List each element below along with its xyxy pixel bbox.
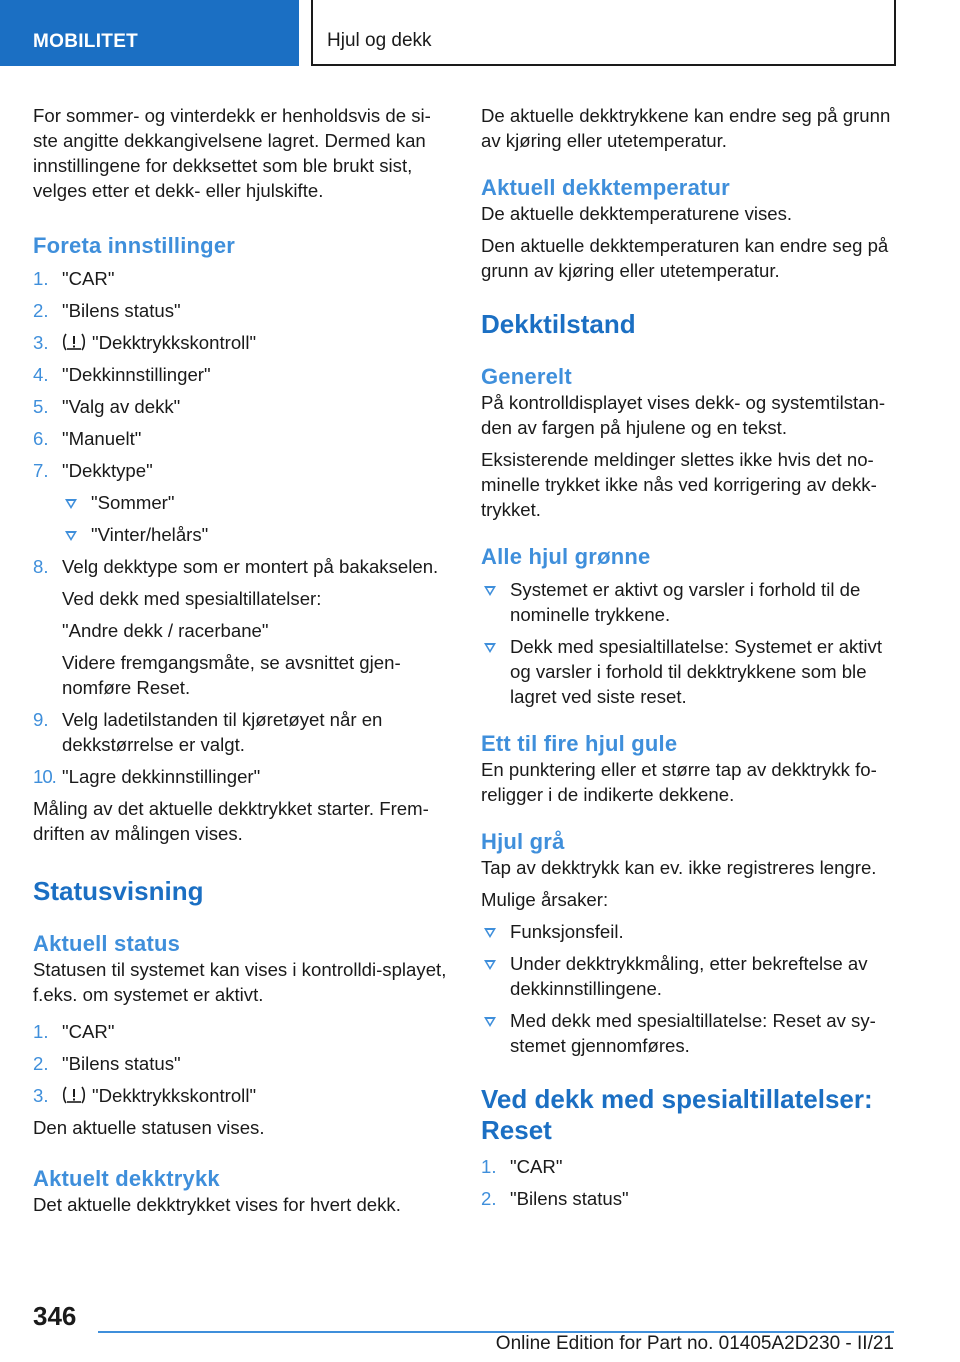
step-note: Videre fremgangsmåte, se avsnittet gjen-nomføre Reset. (62, 652, 401, 698)
gra-list (481, 919, 901, 1058)
triangle-bullet-icon (65, 499, 77, 509)
list-item (62, 490, 453, 515)
list-item (33, 707, 453, 757)
heading-dekktilstand: Dekktilstand (481, 309, 636, 339)
list-item (481, 951, 901, 1001)
heading-hjul-gra: Hjul grå (481, 829, 565, 854)
step-text: "CAR" (62, 268, 115, 289)
heading-statusvisning: Statusvisning (33, 876, 204, 906)
heading-aktuell-status: Aktuell status (33, 931, 181, 956)
step-number: 4. (33, 364, 49, 385)
step-number: 5. (33, 396, 49, 417)
list-item (33, 764, 453, 789)
list-item (62, 522, 453, 547)
step-text: "Bilens status" (510, 1188, 629, 1209)
heading-reset: Ved dekk med spesialtillatelser: Reset (481, 1084, 873, 1145)
tyre-type-options (62, 490, 453, 547)
temp-paragraph-2: Den aktuelle dekktemperaturen kan endre seg på grunn av kjøring eller utetemperatur. (481, 235, 889, 281)
heading-aktuelt-dekktrykk: Aktuelt dekktrykk (33, 1166, 220, 1191)
reset-steps-list (481, 1154, 901, 1211)
triangle-bullet-icon (484, 586, 496, 596)
tire-pressure-warning-icon (62, 1085, 86, 1105)
triangle-bullet-icon (484, 1017, 496, 1027)
step-text: "CAR" (510, 1156, 563, 1177)
step-note: "Andre dekk / racerbane" (62, 620, 269, 641)
step-text: Velg ladetilstanden til kjøretøyet når en dekkstørrelse er valgt. (62, 709, 383, 755)
triangle-bullet-icon (484, 643, 496, 653)
aktuelt-dekktrykk-text: Det aktuelle dekktrykket vises for hvert dekk. (33, 1194, 401, 1215)
list-item (481, 919, 901, 944)
item-text: Under dekktrykkmåling, etter bekreftelse av dekkinnstillingene. (510, 953, 868, 999)
page-header (0, 0, 960, 66)
step-text: "Valg av dekk" (62, 396, 181, 417)
section-tab: MOBILITET (0, 0, 299, 66)
list-item (33, 1051, 453, 1076)
left-column (33, 103, 453, 1224)
page-number: 346 (33, 1301, 77, 1331)
heading-generelt: Generelt (481, 364, 572, 389)
item-text: Funksjonsfeil. (510, 921, 624, 942)
step-number: 2. (33, 1053, 49, 1074)
gronne-list (481, 577, 901, 709)
list-item (33, 298, 453, 323)
list-item (33, 554, 453, 700)
step-text: Velg dekktype som er montert på bakakselen. (62, 556, 439, 577)
status-shown-text: Den aktuelle statusen vises. (33, 1117, 265, 1138)
step-text: "Manuelt" (62, 428, 142, 449)
step-number: 6. (33, 428, 49, 449)
chapter-title: Hjul og dekk (311, 0, 896, 66)
heading-foreta-innstillinger: Foreta innstillinger (33, 233, 236, 258)
list-item (481, 577, 901, 627)
list-item (33, 362, 453, 387)
foreta-steps-list (33, 266, 453, 789)
step-text: "Dekkinnstillinger" (62, 364, 211, 385)
aktuell-status-text: Statusen til systemet kan vises i kontrolldi-splayet, f.eks. om systemet er aktivt. (33, 959, 447, 1005)
step-number: 1. (33, 1021, 49, 1042)
step-number: 9. (33, 709, 49, 730)
list-item (481, 1186, 901, 1211)
temp-paragraph-1: De aktuelle dekktemperaturene vises. (481, 203, 793, 224)
gra-paragraph-1: Tap av dekktrykk kan ev. ikke registreres lengre. (481, 857, 877, 878)
triangle-bullet-icon (65, 531, 77, 541)
item-text: Systemet er aktivt og varsler i forhold til de nominelle trykkene. (510, 579, 861, 625)
trykk-continuation: De aktuelle dekktrykkene kan endre seg på grunn av kjøring eller utetemperatur. (481, 105, 891, 151)
item-text: Dekk med spesialtillatelse: Systemet er aktivt og varsler i forhold til dekktrykkene som ble lagret ved siste reset. (510, 636, 883, 707)
gule-text: En punktering eller et større tap av dekktrykk fo-religger i de indikerte dekkene. (481, 759, 877, 805)
step-text: "Dekktrykkskontroll" (92, 1085, 257, 1106)
step-text: "Bilens status" (62, 1053, 181, 1074)
gra-paragraph-2: Mulige årsaker: (481, 889, 609, 910)
list-item (481, 1154, 901, 1179)
heading-aktuell-dekktemperatur: Aktuell dekktemperatur (481, 175, 730, 200)
generelt-paragraph-2: Eksisterende meldinger slettes ikke hvis det no-minelle trykket ikke nås ved korrigering av dekk-trykket. (481, 449, 877, 520)
option-text: "Vinter/helårs" (91, 524, 209, 545)
measure-paragraph: Måling av det aktuelle dekktrykket starter. Frem-driften av målingen vises. (33, 798, 429, 844)
step-text: "CAR" (62, 1021, 115, 1042)
option-text: "Sommer" (91, 492, 175, 513)
list-item (481, 634, 901, 709)
list-item (33, 394, 453, 419)
step-text: "Lagre dekkinnstillinger" (62, 766, 261, 787)
list-item (33, 330, 453, 355)
step-number: 1. (481, 1156, 497, 1177)
step-number: 1. (33, 268, 49, 289)
list-item (33, 1083, 453, 1108)
step-number: 2. (33, 300, 49, 321)
triangle-bullet-icon (484, 960, 496, 970)
step-number: 3. (33, 1085, 49, 1106)
generelt-paragraph-1: På kontrolldisplayet vises dekk- og systemtilstan-den av fargen på hjulene og en tekst. (481, 392, 886, 438)
edition-note: Online Edition for Part no. 01405A2D230 - II/21 (495, 1333, 894, 1354)
list-item (33, 426, 453, 451)
step-number: 3. (33, 332, 49, 353)
list-item (481, 1008, 901, 1058)
step-number: 2. (481, 1188, 497, 1209)
triangle-bullet-icon (484, 928, 496, 938)
step-note: Ved dekk med spesialtillatelser: (62, 588, 322, 609)
step-number: 8. (33, 556, 49, 577)
step-text: "Bilens status" (62, 300, 181, 321)
step-text: "Dekktype" (62, 460, 153, 481)
intro-paragraph: For sommer- og vinterdekk er henholdsvis de si-ste angitte dekkangivelsene lagret. Dermed kan innstillingene for dekksettet som ble brukt sist, velges etter et dekk- eller hjulskifte. (33, 105, 431, 201)
list-item (33, 1019, 453, 1044)
step-text: "Dekktrykkskontroll" (92, 332, 257, 353)
step-number: 7. (33, 460, 49, 481)
list-item (33, 266, 453, 291)
list-item (33, 458, 453, 547)
tire-pressure-warning-icon (62, 332, 86, 352)
heading-alle-hjul-gronne: Alle hjul grønne (481, 544, 651, 569)
status-steps-list (33, 1019, 453, 1108)
item-text: Med dekk med spesialtillatelse: Reset av sy-stemet gjennomføres. (510, 1010, 876, 1056)
heading-ett-til-fire-hjul-gule: Ett til fire hjul gule (481, 731, 678, 756)
right-column (481, 103, 901, 1218)
step-number: 10. (33, 766, 56, 787)
